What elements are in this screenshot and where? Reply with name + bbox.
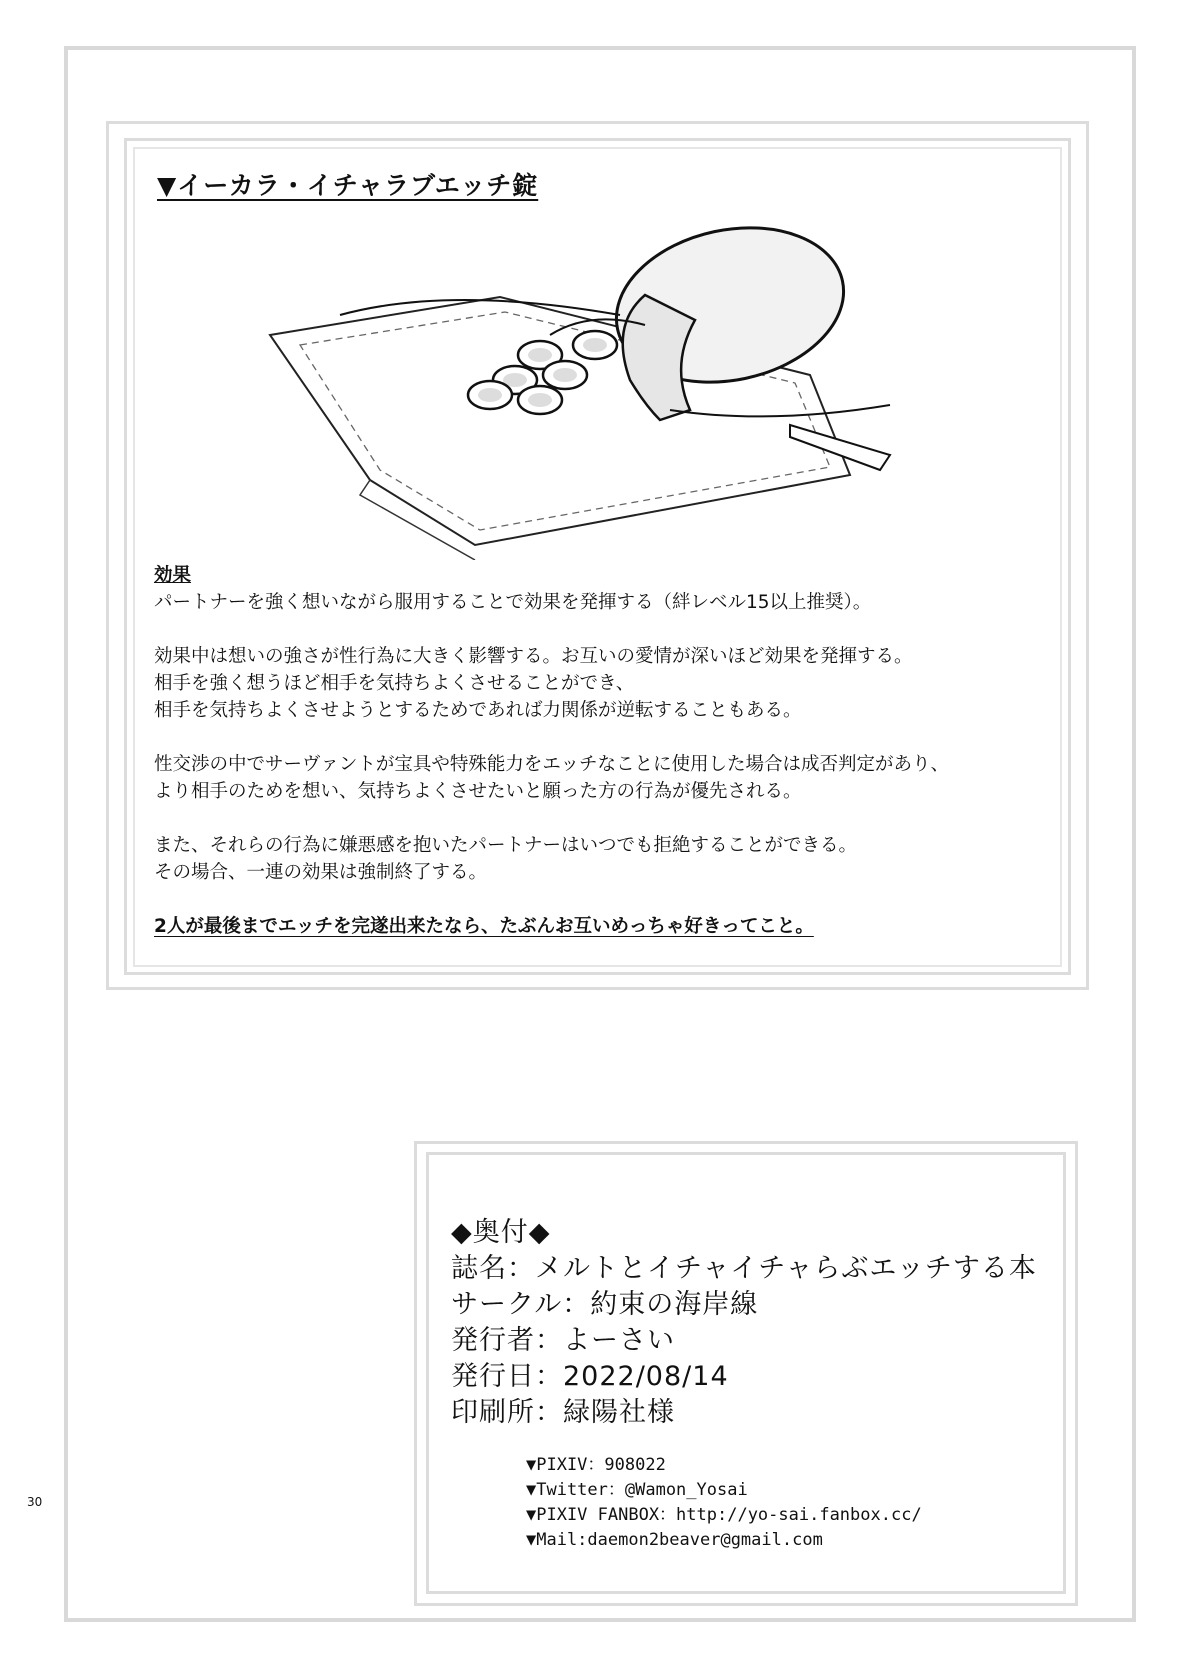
- effect-line: 効果中は想いの強さが性行為に大きく影響する。お互いの愛情が深いほど効果を発揮する。: [154, 646, 913, 667]
- colophon-printer: 印刷所：緑陽社様: [451, 1397, 675, 1428]
- effect-line: その場合、一連の効果は強制終了する。: [154, 862, 488, 883]
- contact-fanbox: ▼PIXIV FANBOX：http://yo-sai.fanbox.cc/: [526, 1505, 922, 1525]
- effect-line: また、それらの行為に嫌悪感を抱いたパートナーはいつでも拒絶することができる。: [154, 835, 858, 856]
- effect-line: 性交渉の中でサーヴァントが宝具や特殊能力をエッチなことに使用した場合は成否判定があり、: [154, 754, 949, 775]
- effect-line: 相手を強く想うほど相手を気持ちよくさせることができ、: [154, 673, 635, 694]
- colophon-circle: サークル：約束の海岸線: [451, 1289, 759, 1320]
- colophon: [451, 1215, 1037, 1431]
- effect-line: 相手を気持ちよくさせようとするためであれば力関係が逆転することもある。: [154, 700, 802, 721]
- contacts: [526, 1453, 922, 1553]
- contact-twitter: ▼Twitter：@Wamon_Yosai: [526, 1480, 748, 1500]
- colophon-title: 誌名：メルトとイチャイチャらぶエッチする本: [451, 1253, 1037, 1284]
- contact-mail: ▼Mail:daemon2beaver@gmail.com: [526, 1530, 823, 1550]
- pill-pouch-illustration: [250, 215, 910, 560]
- colophon-date: 発行日：2022/08/14: [451, 1361, 729, 1392]
- colophon-publisher: 発行者：よーさい: [451, 1325, 675, 1356]
- item-title: ▼イーカラ・イチャラブエッチ錠: [157, 171, 539, 200]
- effect-line: より相手のためを想い、気持ちよくさせたいと願った方の行為が優先される。: [154, 781, 802, 802]
- effect-heading: 効果: [154, 565, 192, 586]
- effect-line: パートナーを強く想いながら服用することで効果を発揮する（絆レベル15以上推奨）。: [154, 592, 872, 613]
- page-number: 30: [27, 1495, 43, 1509]
- closing-line: 2人が最後までエッチを完遂出来たなら、たぶんお互いめっちゃ好きってこと。: [154, 916, 814, 937]
- effect-block: [154, 562, 1054, 940]
- colophon-heading: ◆奥付◆: [451, 1217, 551, 1248]
- contact-pixiv: ▼PIXIV：908022: [526, 1455, 666, 1475]
